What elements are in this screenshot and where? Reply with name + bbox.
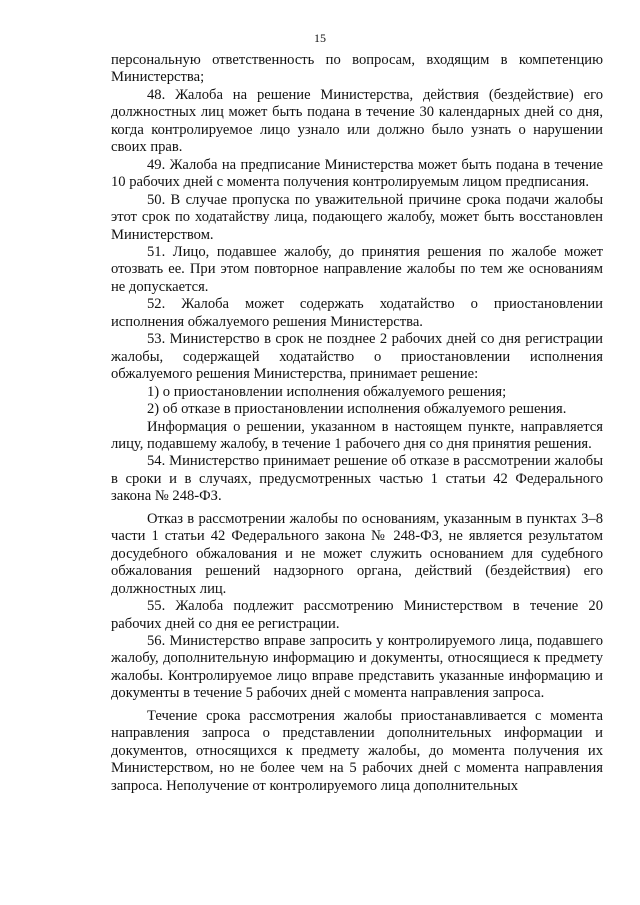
paragraph-50: 50. В случае пропуска по уважительной причине срока подачи жалобы этот срок по ходатайству лица, подающего жалобу, может быть восстановлен Министерством. <box>111 191 603 243</box>
paragraph-53-info: Информация о решении, указанном в настоящем пункте, направляется лицу, подавшему жалобу, в течение 1 рабочего дня со дня принятия решения. <box>111 418 603 452</box>
paragraph-48: 48. Жалоба на решение Министерства, действия (бездействие) его должностных лиц может быть подана в течение 30 календарных дней со дня, когда контролируемое лицо узнало или должно было узнать о нарушении своих прав. <box>111 86 603 156</box>
paragraph-56-suspension: Течение срока рассмотрения жалобы приостанавливается с момента направления запроса о представлении дополнительных информации и документов, относящихся к предмету жалобы, до момента получения их Министерством, но не более чем на 5 рабочих дней с момента направления запроса. Неполучение от контролируемого лица дополнительных <box>111 707 603 794</box>
paragraph-53-item-1: 1) о приостановлении исполнения обжалуемого решения; <box>147 383 507 400</box>
paragraph-51: 51. Лицо, подавшее жалобу, до принятия решения по жалобе может отозвать ее. При этом повторное направление жалобы по тем же основаниям не допускается. <box>111 243 603 295</box>
page-number: 15 <box>314 31 326 45</box>
paragraph-56: 56. Министерство вправе запросить у контролируемого лица, подавшего жалобу, дополнительную информацию и документы, относящиеся к предмету жалобы. Контролируемое лицо вправе представить указанные информацию и документы в течение 5 рабочих дней с момента направления запроса. <box>111 632 603 702</box>
paragraph-53: 53. Министерство в срок не позднее 2 рабочих дней со дня регистрации жалобы, содержащей ходатайство о приостановлении исполнения обжалуемого решения Министерства, принимает решение: <box>111 331 603 383</box>
paragraph-54-refusal: Отказ в рассмотрении жалобы по основаниям, указанным в пунктах 3–8 части 1 статьи 42 Федерального закона № 248-ФЗ, не является результатом досудебного обжалования и не может служить основанием для судебного обжалования решений надзорного органа, действий (бездействия) его должностных лиц. <box>111 510 603 597</box>
paragraph-continuation: персональную ответственность по вопросам, входящим в компетенцию Министерства; <box>111 52 603 86</box>
paragraph-49: 49. Жалоба на предписание Министерства может быть подана в течение 10 рабочих дней с момента получения контролируемым лицом предписания. <box>111 156 603 191</box>
paragraph-54: 54. Министерство принимает решение об отказе в рассмотрении жалобы в сроки и в случаях, предусмотренных частью 1 статьи 42 Федерального закона № 248-ФЗ. <box>111 453 603 505</box>
document-body <box>111 52 603 795</box>
paragraph-55: 55. Жалоба подлежит рассмотрению Министерством в течение 20 рабочих дней со дня ее регистрации. <box>111 598 603 632</box>
paragraph-53-item-2: 2) об отказе в приостановлении исполнения обжалуемого решения. <box>147 401 567 418</box>
paragraph-52: 52. Жалоба может содержать ходатайство о приостановлении исполнения обжалуемого решения Министерства. <box>111 296 603 330</box>
